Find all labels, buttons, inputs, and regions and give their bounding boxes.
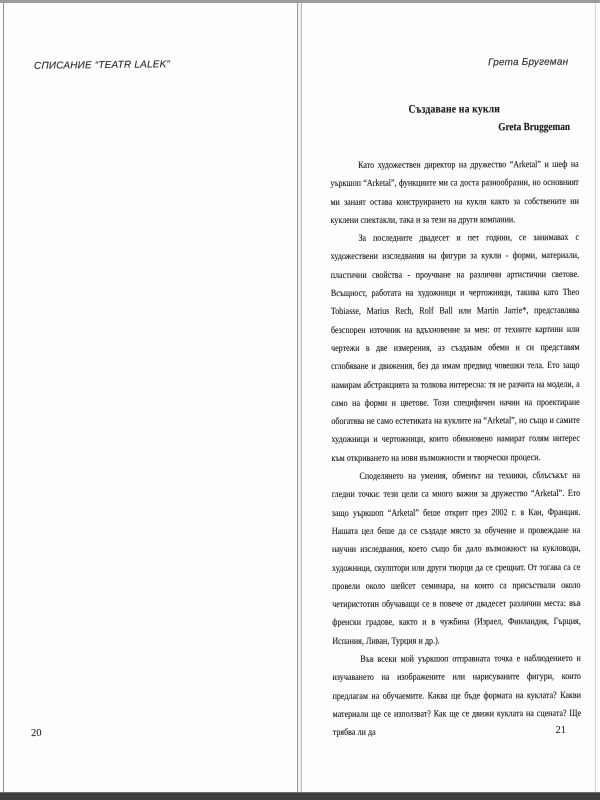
page-number-left: 20 [30, 727, 42, 740]
article-title: Създаване на кукли [408, 103, 501, 116]
left-page [4, 3, 297, 792]
scan-edge-bottom [0, 792, 600, 800]
running-header-journal: СПИСАНИЕ “TEATR LALEK” [33, 59, 171, 72]
page-divider [297, 3, 302, 792]
article-author: Greta Bruggeman [498, 120, 571, 134]
article-paragraph: Споделянето на умения, обменът на техники, сблъсъкът на гледни точки: тези цели са много важни за дружество “Arketal”. Ето защо уъркшоп “Arketal” беше открит през 2002 г. в Кан, Франция. Нашата цел беше да се създаде място за обучение и провеждане на научни изследвания, което също би дало възможност на кукловоди, художници, скулптори или други творци да се срещнат. От тогава са се провели около шейсет семинара, на които са присъствали около четиристотин обучаващи се в повече от двадесет различни места: във френски градове, както и в чужбина (Израел, Финландия, Гърция, Испания, Ливан, Турция и др.). [331, 470, 581, 647]
page-number-right: 21 [555, 725, 566, 736]
article-paragraph: Във всеки мой уъркшоп отправната точка е наблюдението и изучаването на изображените или нарисуваните фигури, които предлагам на обучаемите. Каква ще бъде формата на куклата? Какви материали ще се използват? Как ще се движи куклата на сцената? Ще трябва ли да [332, 653, 582, 739]
scan-edge-left [3, 3, 4, 792]
article-content [330, 103, 581, 743]
scan-edge-right [595, 3, 596, 792]
article-body [330, 156, 581, 743]
article-paragraph: Като художествен директор на дружество “Arketal” и шеф на уъркшоп “Arketal”, функциите ми са доста разнообразни, но основният ми занаят остава конструирането на кукли както за собствените ни куклени спектакли, така и за тези на други компании. [330, 159, 579, 226]
running-header-author: Грета Бругеман [487, 56, 569, 69]
article-paragraph: За последните двадесет и пет години, се занимавах с художествени изследвания на фигури за кукли - форми, материали, пластични свойства - проучване на различни артистични светове. Всъщност, работата на художници и чертожници, такива като Theo Tobiasse, Marius Rech, Rolf Ball или Martin Jarrie*, представлява безспорен източник на вдъхновение за мен: от техните картини или чертежи в две измерения, аз създавам обеми и си представям сглобяване и движения, без да имам предвид човешки тела. Ето защо намирам абстракцията за толкова интересна: тя не разчита на модели, а само на форми и цветове. Този специфичен начин на проектиране обогатява не само естетиката на куклите на “Arketal”, но също и самите художници и чертожници, които обикновено намират голям интерес към откриването на нови възможности и творчески процеси. [330, 233, 580, 464]
right-page [303, 3, 595, 792]
